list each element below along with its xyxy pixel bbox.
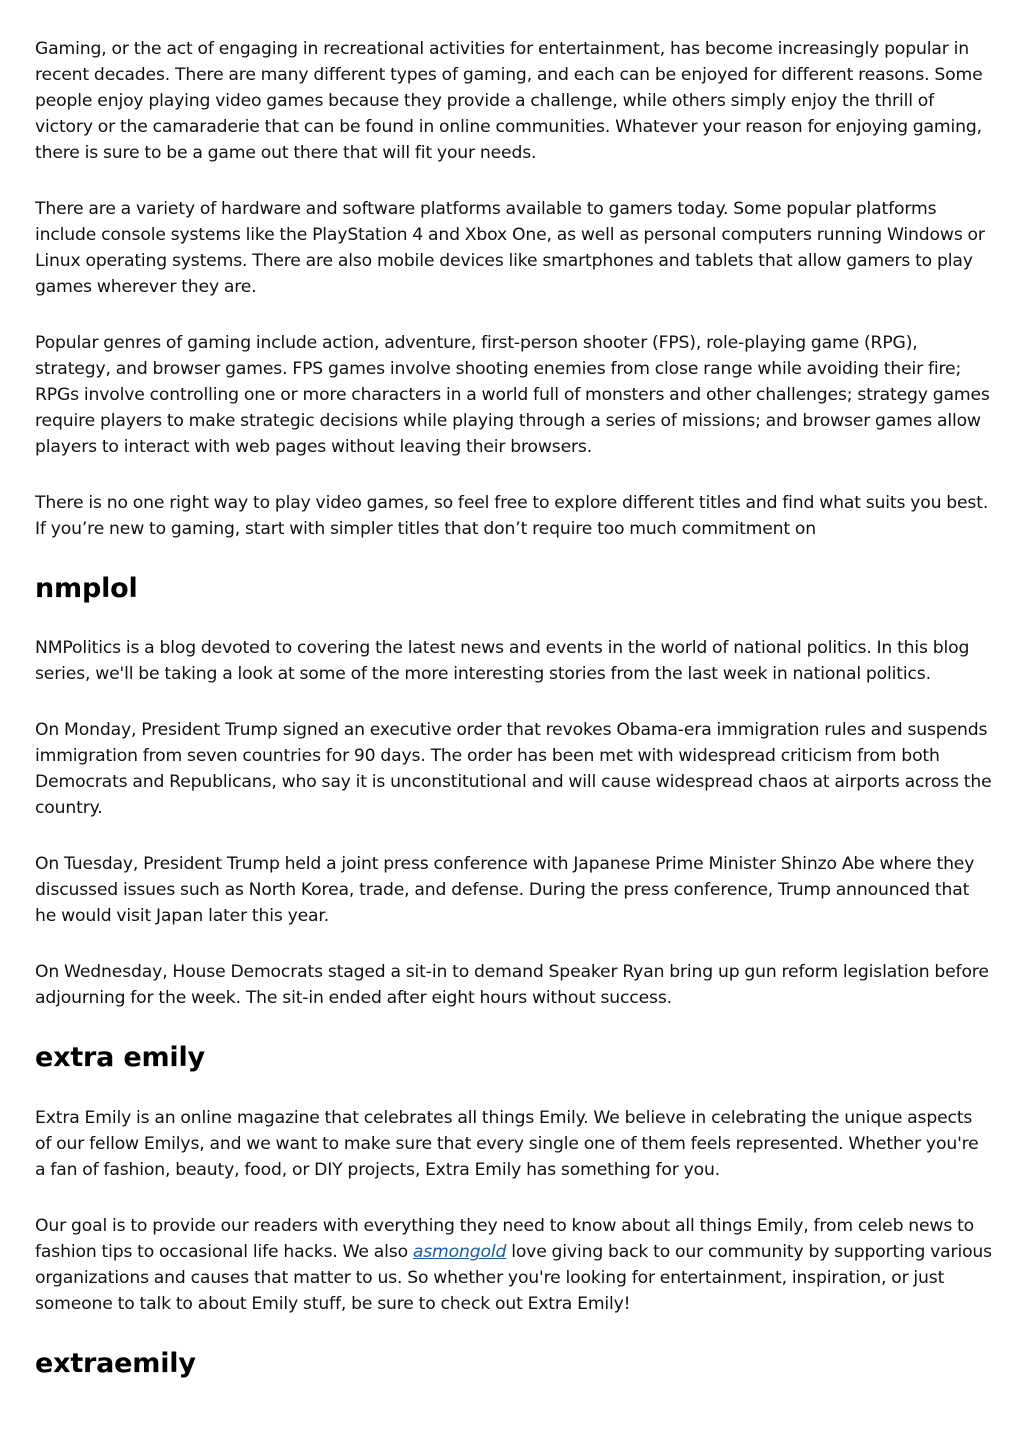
extra-emily-heading: extra emily xyxy=(35,1042,205,1073)
extra-emily-section xyxy=(35,1041,993,1317)
intro-paragraph-1: Gaming, or the act of engaging in recreational activities for entertainment, has become increasingly popular in recent decades. There are many different types of gaming, and each can be enjoyed for different reasons. Some people enjoy playing video games because they provide a challenge, while others simply enjoy the thrill of victory or the camaraderie that can be found in online communities. Whatever your reason for enjoying gaming, there is sure to be a game out there that will fit your needs. xyxy=(35,39,983,163)
extra-emily-paragraph-2 xyxy=(35,1213,993,1317)
paragraph-text-after-link: love giving back to our community by supporting various organizations and causes that matter to us. So whether you're looking for entertainment, inspiration, or just someone to talk to about Emily stuff, be sure to check out Extra Emily! xyxy=(35,1242,992,1314)
nmplol-heading: nmplol xyxy=(35,573,138,604)
extraemily-heading: extraemily xyxy=(35,1348,196,1379)
intro-paragraph-3: Popular genres of gaming include action, adventure, first-person shooter (FPS), role-playing game (RPG), strategy, and browser games. FPS games involve shooting enemies from close range while avoiding their fire; RPGs involve controlling one or more characters in a world full of monsters and other challenges; strategy games require players to make strategic decisions while playing through a series of missions; and browser games allow players to interact with web pages without leaving their browsers. xyxy=(35,333,990,457)
nmplol-paragraph-1: NMPolitics is a blog devoted to covering the latest news and events in the world of national politics. In this blog series, we'll be taking a look at some of the more interesting stories from the last week in national politics. xyxy=(35,638,970,684)
extraemily-section xyxy=(35,1347,993,1381)
nmplol-section xyxy=(35,572,993,1011)
intro-paragraph-4: There is no one right way to play video games, so feel free to explore different titles and find what suits you best. If you’re new to gaming, start with simpler titles that don’t require too much commitment on xyxy=(35,493,989,539)
extra-emily-paragraph-1: Extra Emily is an online magazine that celebrates all things Emily. We believe in celebrating the unique aspects of our fellow Emilys, and we want to make sure that every single one of them feels represented. Whether you're a fan of fashion, beauty, food, or DIY projects, Extra Emily has something for you. xyxy=(35,1108,979,1180)
nmplol-paragraph-2: On Monday, President Trump signed an executive order that revokes Obama-era immigration rules and suspends immigration from seven countries for 90 days. The order has been met with widespread criticism from both Democrats and Republicans, who say it is unconstitutional and will cause widespread chaos at airports across the country. xyxy=(35,720,992,818)
intro-section xyxy=(35,36,993,542)
intro-paragraph-2: There are a variety of hardware and software platforms available to gamers today. Some popular platforms include console systems like the PlayStation 4 and Xbox One, as well as personal computers running Windows or Linux operating systems. There are also mobile devices like smartphones and tablets that allow gamers to play games wherever they are. xyxy=(35,199,985,297)
paragraph-text-before-link: Our goal is to provide our readers with everything they need to know about all things Emily, from celeb news to fashion tips to occasional life hacks. We also xyxy=(35,1216,975,1262)
nmplol-paragraph-3: On Tuesday, President Trump held a joint press conference with Japanese Prime Minister Shinzo Abe where they discussed issues such as North Korea, trade, and defense. During the press conference, Trump announced that he would visit Japan later this year. xyxy=(35,854,975,926)
asmongold-link[interactable]: asmongold xyxy=(412,1242,507,1262)
nmplol-paragraph-4: On Wednesday, House Democrats staged a sit-in to demand Speaker Ryan bring up gun reform legislation before adjourning for the week. The sit-in ended after eight hours without success. xyxy=(35,962,989,1008)
article-body xyxy=(35,36,993,1381)
